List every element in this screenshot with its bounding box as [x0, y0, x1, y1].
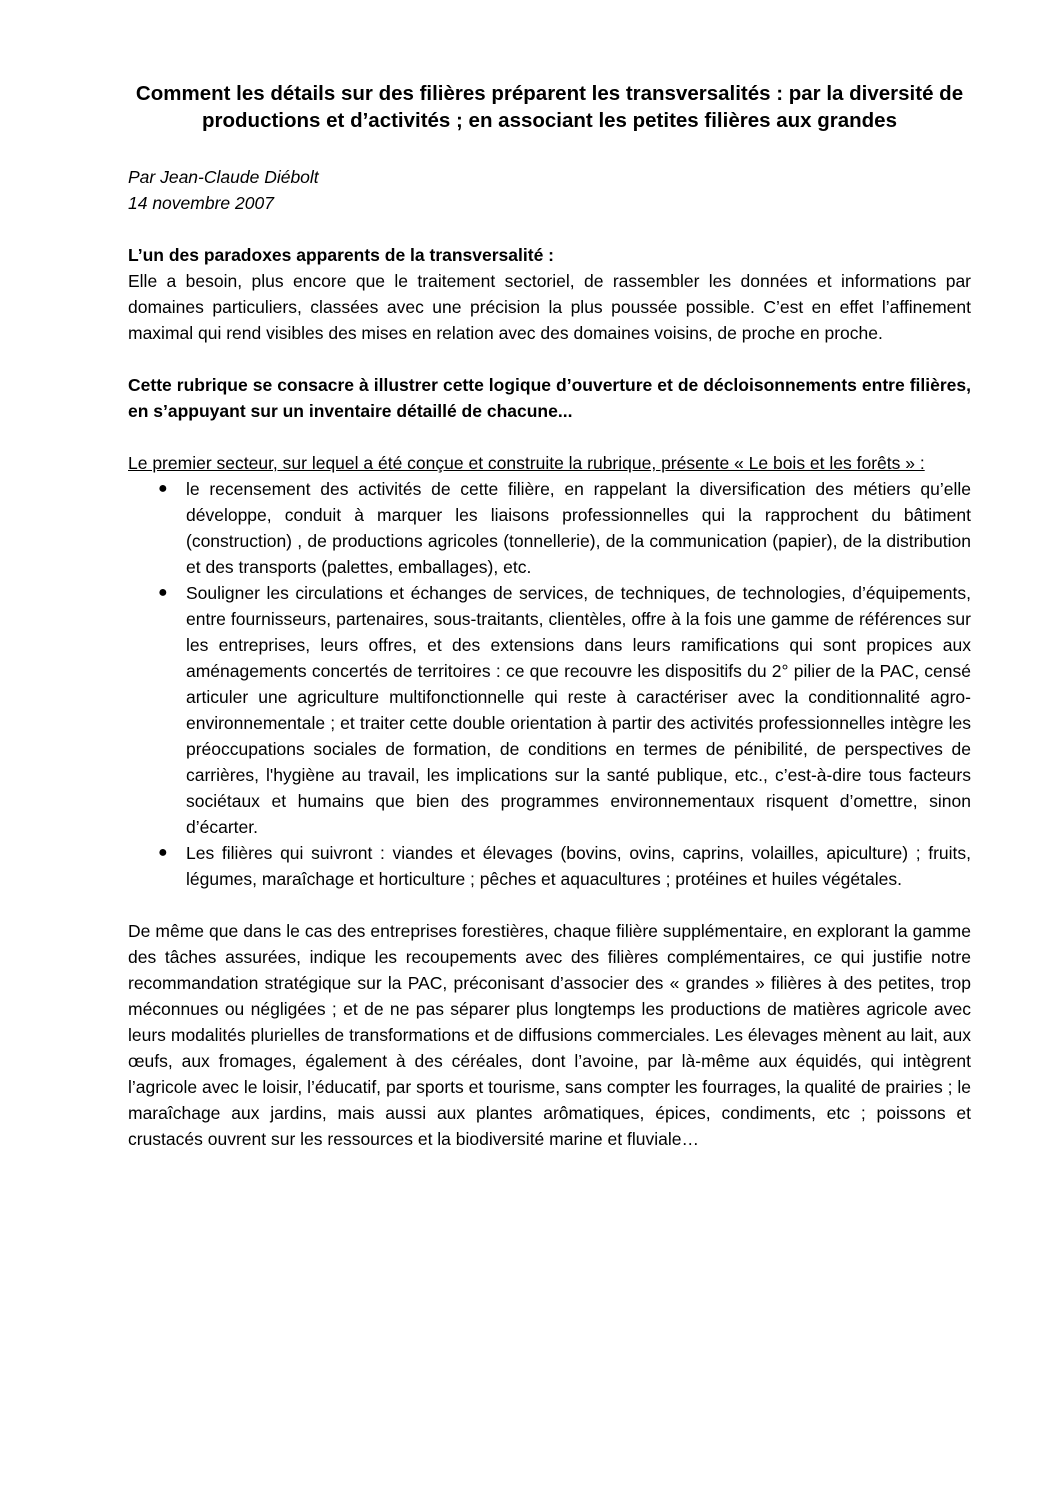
document-page: [128, 80, 971, 1152]
list-item: [158, 476, 971, 580]
paradox-heading: L’un des paradoxes apparents de la transversalité :: [128, 245, 554, 265]
list-item: [158, 840, 971, 892]
byline: [128, 164, 971, 216]
sector-bullet-list: [128, 476, 971, 892]
list-item-text: Souligner les circulations et échanges de services, de techniques, de technologies, d’équipements, entre fournisseurs, partenaires, sous-traitants, clientèles, offre à la fois une gamme de références sur les entreprises, leurs offres, et des extensions dans leurs ramifications qui sont propices aux aménagements concertés de territoires : ce que recouvre les dispositifs du 2° pilier de la PAC, censé articuler une agriculture multifonctionnelle qui reste à caractériser avec la conditionnalité agro-environnementale ; et traiter cette double orientation à partir des activités professionnelles intègre les préoccupations sociales de formation, de conditions en termes de pénibilité, de perspectives de carrières, l'hygiène au travail, les implications sur la santé publique, etc., c’est-à-dire tous facteurs sociétaux et humains que bien des programmes environnementaux risquent d’omettre, sinon d’écarter.: [186, 583, 971, 837]
rubric-text: Cette rubrique se consacre à illustrer cette logique d’ouverture et de décloisonnements entre filières, en s’appuyant sur un inventaire détaillé de chacune...: [128, 375, 971, 421]
author: Par Jean-Claude Diébolt: [128, 167, 319, 187]
conclusion-paragraph: De même que dans le cas des entreprises forestières, chaque filière supplémentaire, en explorant la gamme des tâches assurées, indique les recoupements avec des filières complémentaires, ce qui justifie notre recommandation stratégique sur la PAC, préconisant d’associer des « grandes » filières à des petites, trop méconnues ou négligées ; et de ne pas séparer plus longtemps les productions de matières agricole avec leurs modalités plurielles de transformations et de diffusions commerciales. Les élevages mènent au lait, aux œufs, aux fromages, également à des céréales, dont l’avoine, par là-même aux équidés, qui intègrent l’agricole avec le loisir, l’éducatif, par sports et tourisme, sans compter les fourrages, la qualité de prairies ; le maraîchage aux jardins, mais aussi aux plantes arômatiques, épices, condiments, etc ; poissons et crustacés ouvrent sur les ressources et la biodiversité marine et fluviale…: [128, 921, 971, 1149]
list-item: [158, 580, 971, 840]
list-item-text: Les filières qui suivront : viandes et élevages (bovins, ovins, caprins, volailles, apiculture) ; fruits, légumes, maraîchage et horticulture ; pêches et aquacultures ; protéines et huiles végétales.: [186, 843, 971, 889]
date: 14 novembre 2007: [128, 193, 274, 213]
bullet-icon: ●: [158, 844, 168, 861]
paradox-section: [128, 242, 971, 346]
document-title: Comment les détails sur des filières préparent les transversalités : par la diversité de productions et d’activités ; en associant les petites filières aux grandes: [135, 82, 964, 132]
paradox-text: Elle a besoin, plus encore que le traitement sectoriel, de rassembler les données et informations par domaines particuliers, classées avec une précision la plus poussée possible. C’est en effet l’affinement maximal qui rend visibles des mises en relation avec des domaines voisins, de proche en proche.: [128, 271, 971, 343]
bullet-icon: ●: [158, 584, 168, 601]
list-item-text: le recensement des activités de cette filière, en rappelant la diversification des métiers qu’elle développe, conduit à marquer les liaisons professionnelles qui la rapprochent du bâtiment (construction) , de productions agricoles (tonnellerie), de la communication (papier), de la distribution et des transports (palettes, emballages), etc.: [186, 479, 971, 577]
first-sector-heading: Le premier secteur, sur lequel a été conçue et construite la rubrique, présente « Le bois et les forêts » :: [128, 453, 925, 473]
bullet-icon: ●: [158, 480, 168, 497]
first-sector-section: [128, 450, 971, 892]
